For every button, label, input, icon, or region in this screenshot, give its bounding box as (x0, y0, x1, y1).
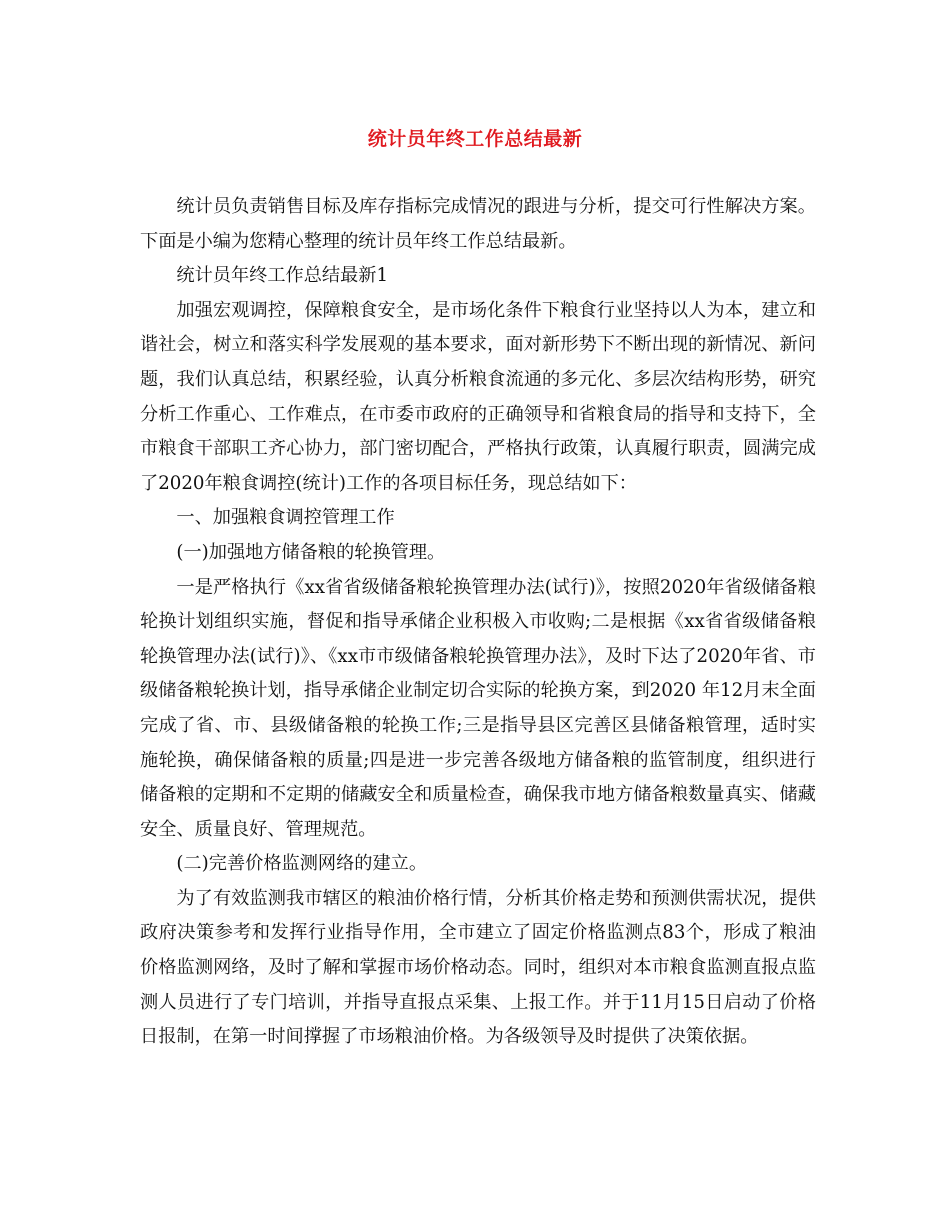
document-title: 统计员年终工作总结最新 (367, 128, 583, 150)
intro-paragraph: 统计员负责销售目标及库存指标完成情况的跟进与分析，提交可行性解决方案。下面是小编为您精心整理的统计员年终工作总结最新。 (140, 196, 816, 252)
part-heading: 一、加强粮食调控管理工作 (176, 507, 395, 529)
document-body (140, 190, 816, 1055)
summary-paragraph: 加强宏观调控，保障粮食安全，是市场化条件下粮食行业坚持以人为本，建立和谐社会，树立和落实科学发展观的基本要求，面对新形势下不断出现的新情况、新问题，我们认真总结，积累经验，认真分析粮食流通的多元化、多层次结构形势，研究分析工作重心、工作难点，在市委市政府的正确领导和省粮食局的指导和支持下，全市粮食干部职工齐心协力，部门密切配合，严格执行政策，认真履行职责，圆满完成了2020年粮食调控(统计)工作的各项目标任务，现总结如下： (140, 299, 816, 494)
section-heading: 统计员年终工作总结最新1 (176, 265, 389, 287)
subsection-heading: (二)完善价格监测网络的建立。 (176, 853, 428, 875)
price-paragraph: 为了有效监测我市辖区的粮油价格行情，分析其价格走势和预测供需状况，提供政府决策参考和发挥行业指导作用，全市建立了固定价格监测点83个，形成了粮油价格监测网络，及时了解和掌握市场价格动态。同时，组织对本市粮食监测直报点监测人员进行了专门培训，并指导直报点采集、上报工作。并于11月15日启动了价格日报制，在第一时间撑握了市场粮油价格。为各级领导及时提供了决策依据。 (140, 887, 816, 1048)
subsection-heading: (一)加强地方储备粮的轮换管理。 (176, 541, 446, 563)
reserve-paragraph: 一是严格执行《xx省省级储备粮轮换管理办法(试行)》，按照2020年省级储备粮轮换计划组织实施，督促和指导承储企业积极入市收购;二是根据《xx省省级储备粮轮换管理办法(试行)》、《xx市市级储备粮轮换管理办法》，及时下达了2020年省、市级储备粮轮换计划，指导承储企业制定切合实际的轮换方案，到2020 年12月末全面完成了省、市、县级储备粮的轮换工作;三是指导县区完善区县储备粮管理，适时实施轮换，确保储备粮的质量;四是进一步完善各级地方储备粮的监管制度，组织进行储备粮的定期和不定期的储藏安全和质量检查，确保我市地方储备粮数量真实、储藏安全、质量良好、管理规范。 (140, 576, 816, 840)
